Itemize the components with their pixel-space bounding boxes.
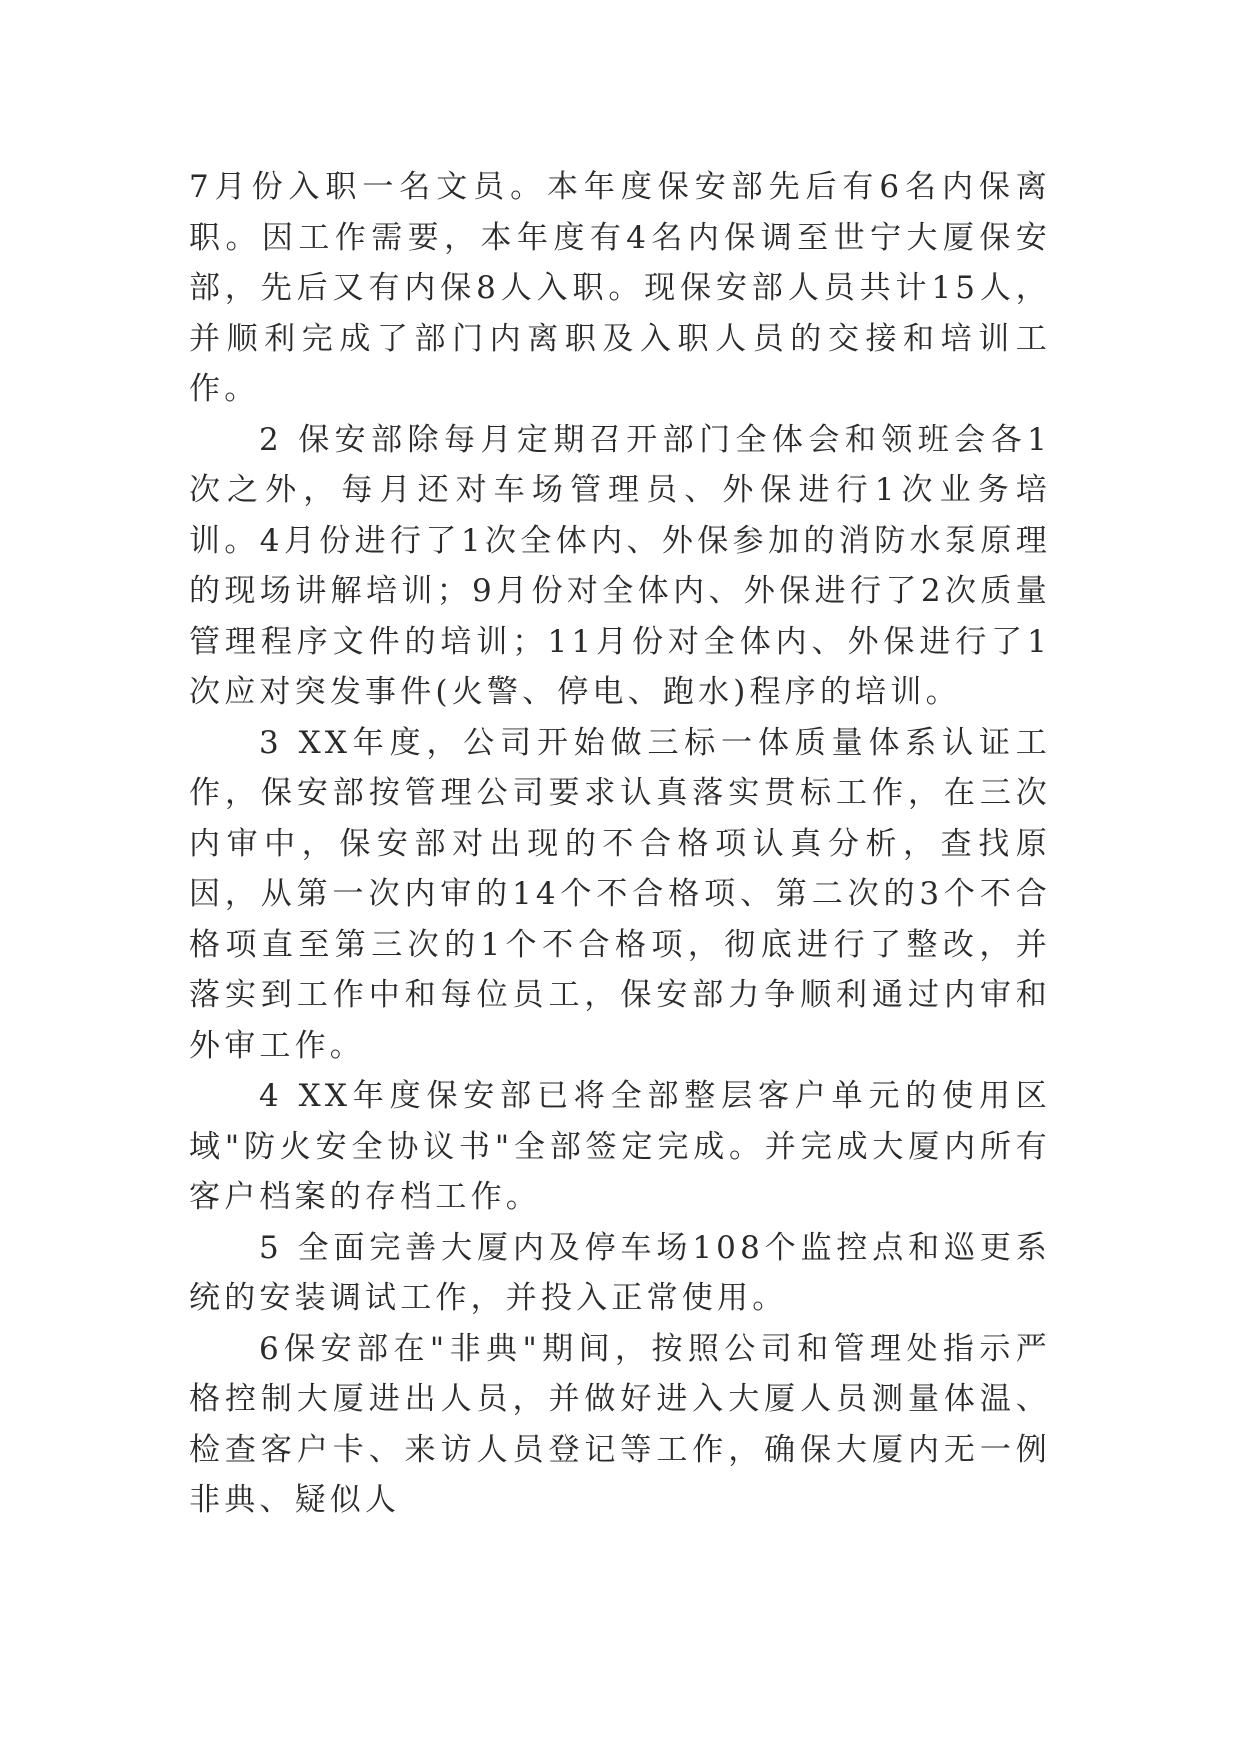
paragraph-sars-control: 6保安部在"非典"期间，按照公司和管理处指示严格控制大厦进出人员，并做好进入大厦人员测量体温、检查客户卡、来访人员登记等工作，确保大厦内无一例非典、疑似人 (189, 1330, 1051, 1518)
paragraph-certification: 3 XX年度，公司开始做三标一体质量体系认证工作，保安部按管理公司要求认真落实贯标工作，在三次内审中，保安部对出现的不合格项认真分析，查找原因，从第一次内审的14个不合格项、第二次的3个不合格项直至第三次的1个不合格项，彻底进行了整改，并落实到工作中和每位员工，保安部力争顺利通过内审和外审工作。 (189, 724, 1051, 1064)
paragraph-training: 2 保安部除每月定期召开部门全体会和领班会各1次之外，每月还对车场管理员、外保进行1次业务培训。4月份进行了1次全体内、外保参加的消防水泵原理的现场讲解培训；9月份对全体内、外保进行了2次质量管理程序文件的培训；11月份对全体内、外保进行了1次应对突发事件(火警、停电、跑水)程序的培训。 (189, 421, 1051, 710)
document-body (189, 162, 1051, 1526)
paragraph-fire-agreement: 4 XX年度保安部已将全部整层客户单元的使用区域"防火安全协议书"全部签定完成。并完成大厦内所有客户档案的存档工作。 (189, 1078, 1051, 1215)
paragraph-staffing: 7月份入职一名文员。本年度保安部先后有6名内保离职。因工作需要，本年度有4名内保调至世宁大厦保安部，先后又有内保8人入职。现保安部人员共计15人，并顺利完成了部门内离职及入职人员的交接和培训工作。 (189, 169, 1051, 407)
paragraph-monitoring: 5 全面完善大厦内及停车场108个监控点和巡更系统的安装调试工作，并投入正常使用。 (189, 1229, 1051, 1316)
